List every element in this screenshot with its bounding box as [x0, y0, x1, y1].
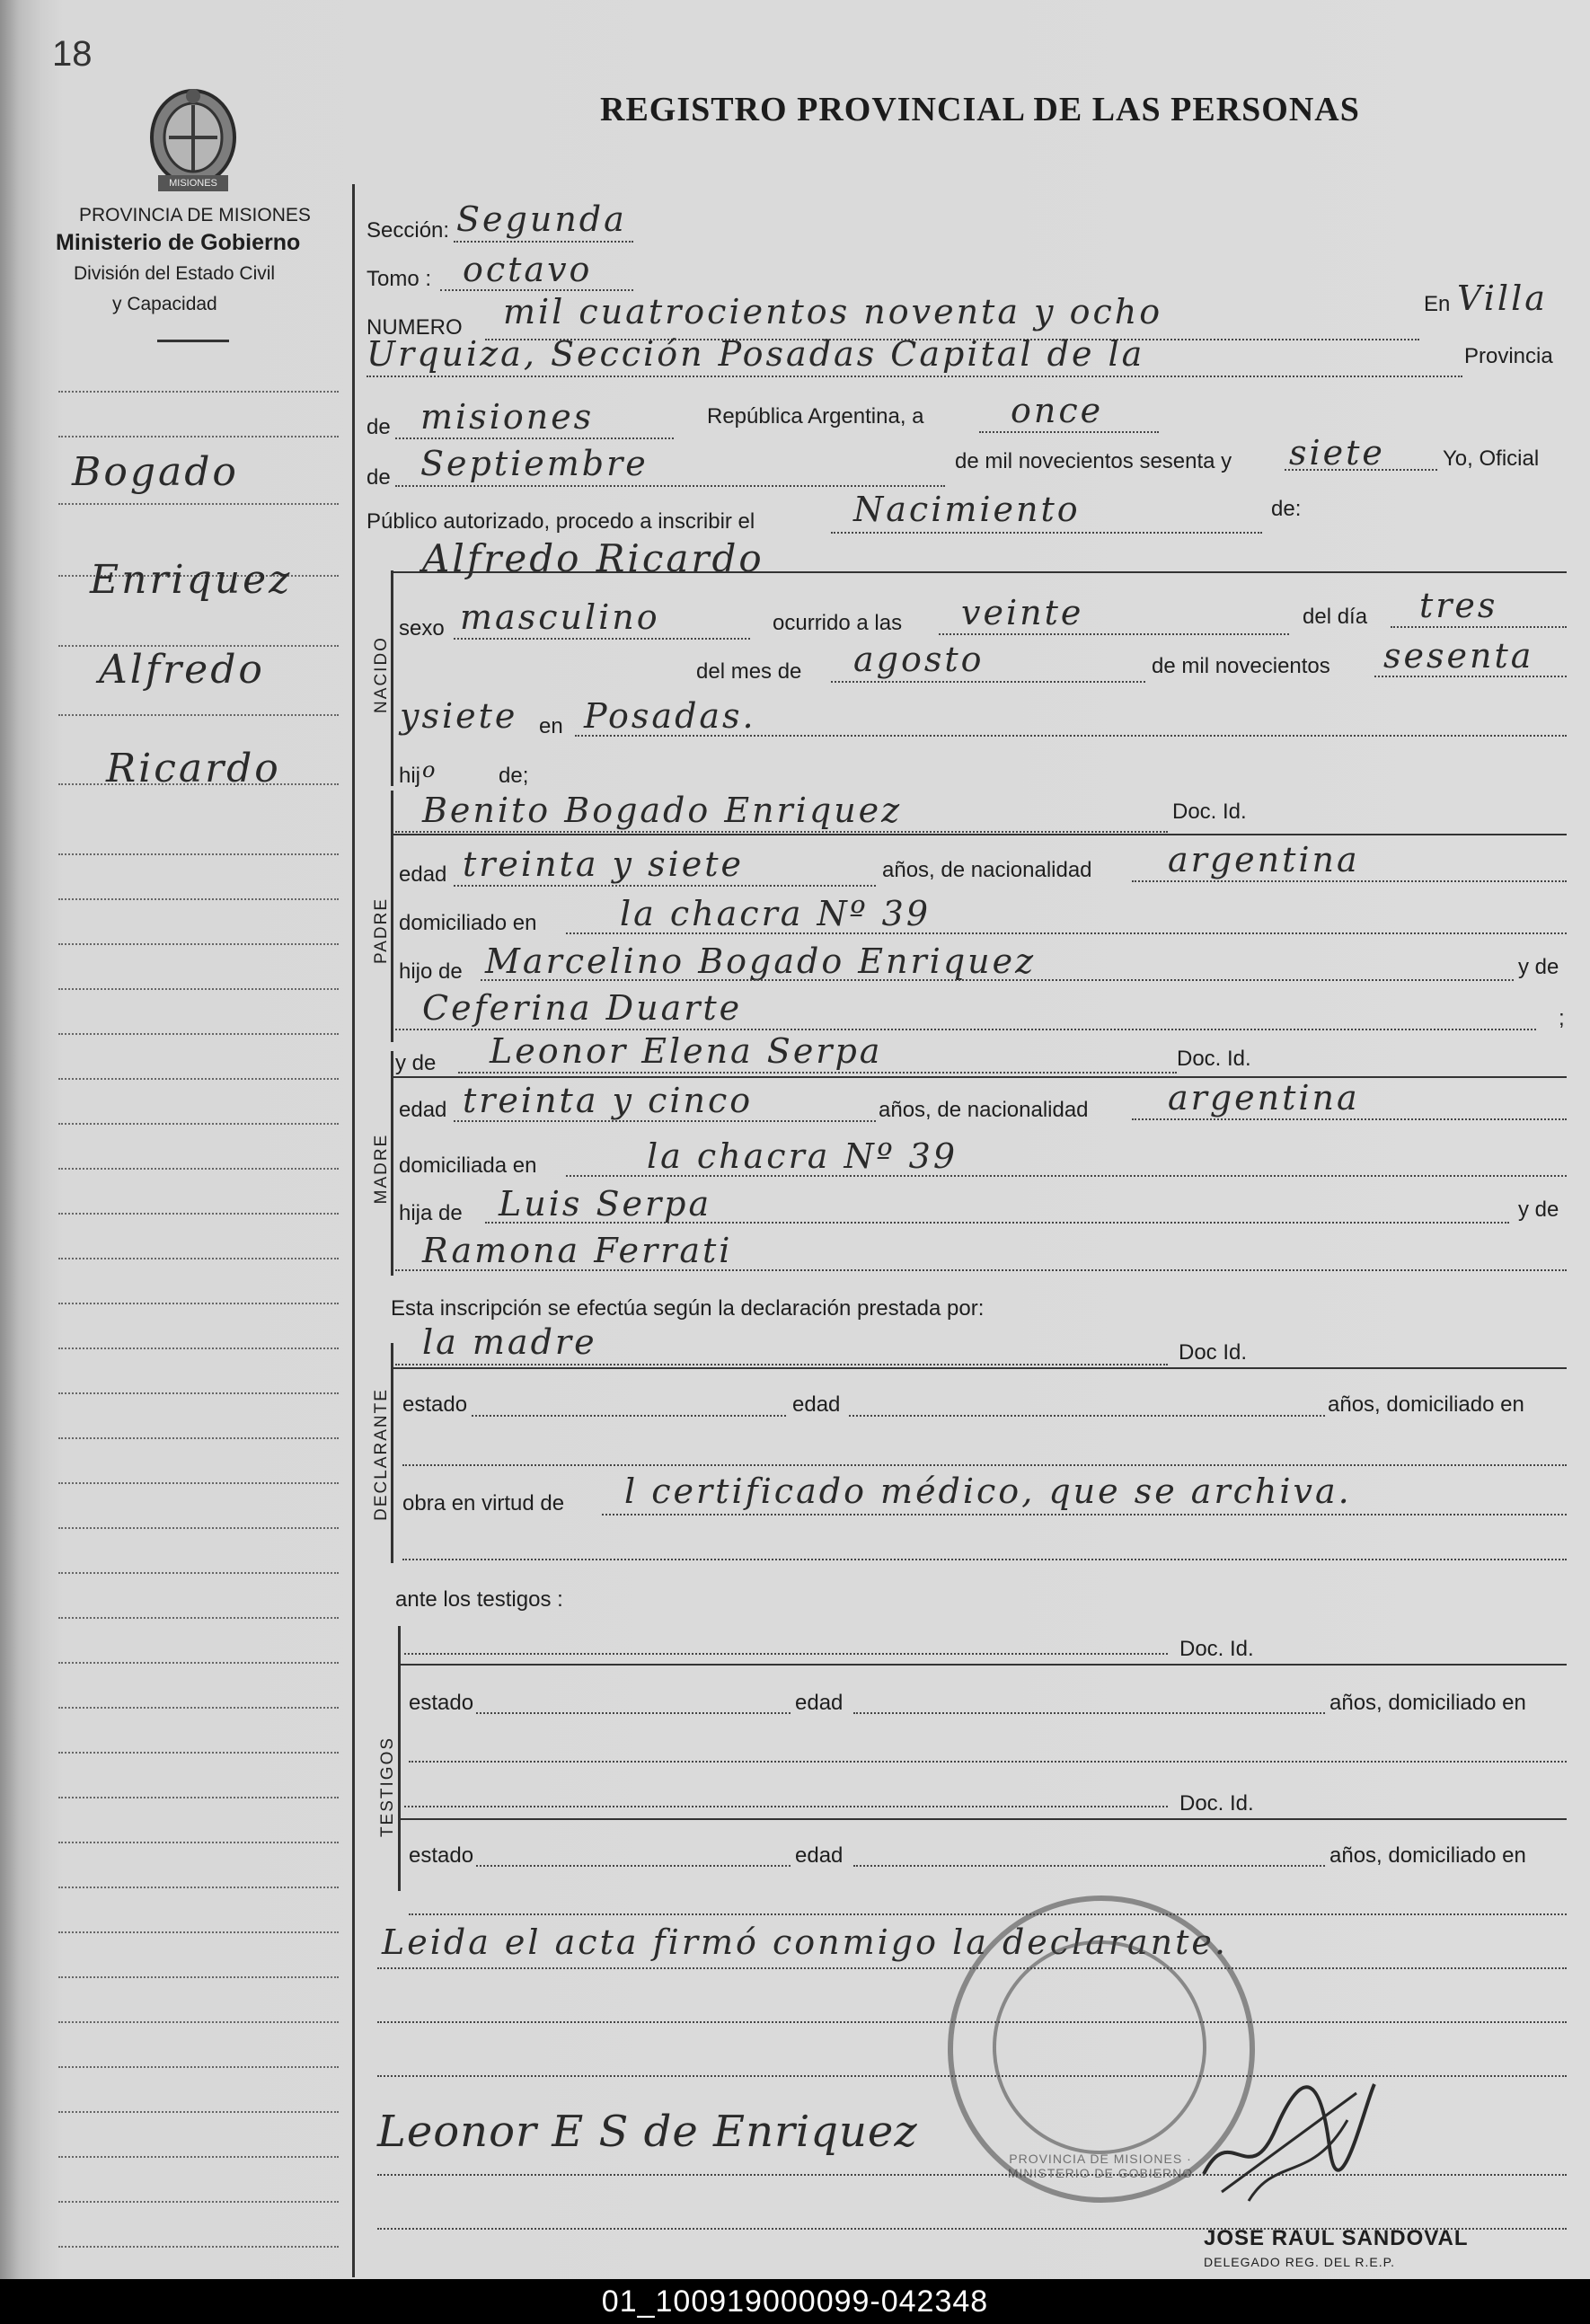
label-esta-inscripcion: Esta inscripción se efectúa según la declaración prestada por:	[391, 1296, 985, 1321]
value-padre-dom: la chacra Nº 39	[620, 894, 932, 933]
value-madre-dom: la chacra Nº 39	[647, 1136, 958, 1176]
section-frame-testigos	[398, 1626, 401, 1891]
header-province: PROVINCIA DE MISIONES	[79, 205, 311, 225]
declarant-signature: Leonor E S de Enriquez	[377, 2107, 918, 2157]
value-madre-hija-de2: Ramona Ferrati	[422, 1231, 733, 1270]
label-seccion: Sección:	[367, 218, 450, 243]
label-estado-testigo2: estado	[409, 1843, 474, 1868]
label-domiciliado-padre: domiciliado en	[399, 911, 537, 935]
value-tomo: octavo	[463, 250, 593, 289]
official-name: JOSE RAUL SANDOVAL	[1204, 2226, 1469, 2250]
label-estado-declarante: estado	[402, 1392, 468, 1417]
value-padre-nac: argentina	[1168, 840, 1360, 879]
label-hija-de: hija de	[399, 1201, 463, 1225]
label-de-colon: de:	[1271, 497, 1302, 521]
label-anos-dom-declarante: años, domiciliado en	[1328, 1392, 1524, 1417]
label-hijo: hij	[399, 764, 421, 788]
label-y-de-padre: y de	[1518, 955, 1559, 979]
section-label-testigos: TESTIGOS	[378, 1736, 397, 1838]
column-divider	[352, 184, 355, 2277]
label-yo-oficial: Yo, Oficial	[1443, 446, 1540, 471]
label-anos-dom-testigo2: años, domiciliado en	[1329, 1843, 1526, 1868]
value-dia-nac: tres	[1419, 586, 1498, 625]
label-edad-testigo2: edad	[795, 1843, 844, 1868]
label-de-semicolon: de;	[499, 764, 529, 788]
label-doc-id-padre: Doc. Id.	[1172, 800, 1247, 824]
value-mes: Septiembre	[420, 444, 649, 483]
value-mes-nac: agosto	[853, 640, 985, 679]
label-edad-testigo1: edad	[795, 1691, 844, 1715]
label-obra: obra en virtud de	[402, 1491, 565, 1515]
value-cierre: Leida el acta firmó conmigo la declarante.	[382, 1922, 1228, 1962]
label-estado-testigo1: estado	[409, 1691, 474, 1715]
value-anio-nac: sesenta	[1383, 636, 1534, 676]
label-de-prov: de	[367, 415, 391, 439]
label-sexo: sexo	[399, 616, 445, 641]
label-anos-nac-madre: años, de nacionalidad	[879, 1098, 1089, 1122]
value-madre-edad: treinta y cinco	[463, 1081, 754, 1120]
value-padre-edad: treinta y siete	[463, 844, 745, 884]
value-seccion: Segunda	[456, 199, 627, 239]
value-hijo-suffix: o	[422, 757, 436, 782]
label-doc-id-madre: Doc. Id.	[1177, 1047, 1251, 1071]
header-division-2: y Capacidad	[112, 294, 217, 314]
value-en-lugar: Villa	[1457, 278, 1548, 318]
page-number: 18	[52, 34, 93, 74]
label-anos-nac-padre: años, de nacionalidad	[882, 858, 1092, 882]
margin-name-4: Ricardo	[106, 746, 281, 791]
label-republica: República Argentina, a	[707, 404, 924, 429]
value-anio-nac2: ysiete	[400, 696, 518, 736]
section-label-declarante: DECLARANTE	[372, 1388, 391, 1521]
label-edad-madre: edad	[399, 1098, 447, 1122]
label-edad-declarante: edad	[792, 1392, 841, 1417]
value-madre-hija-de: Luis Serpa	[499, 1184, 712, 1224]
value-nombre: Alfredo Ricardo	[422, 536, 764, 580]
value-numero: mil cuatrocientos noventa y ocho	[503, 292, 1163, 331]
label-doc-id-testigo2: Doc. Id.	[1179, 1791, 1254, 1816]
label-y-de-madre: y de	[395, 1051, 437, 1075]
value-padre-hijo-de: Marcelino Bogado Enriquez	[485, 941, 1037, 981]
label-del-dia: del día	[1303, 605, 1368, 629]
value-padre-hijo-de2: Ceferina Duarte	[422, 988, 743, 1028]
scan-footer-code: 01_100919000099-042348	[0, 2279, 1590, 2324]
official-role: DELEGADO REG. DEL R.E.P.	[1204, 2255, 1396, 2269]
label-publico: Público autorizado, procedo a inscribir el	[367, 509, 755, 534]
section-label-padre: PADRE	[372, 897, 391, 965]
officer-signature	[1195, 2066, 1383, 2210]
label-del-mes: del mes de	[696, 659, 802, 684]
margin-name-2: Enriquez	[90, 557, 293, 603]
value-tipo: Nacimiento	[853, 490, 1081, 529]
label-ante: ante los testigos :	[395, 1587, 563, 1612]
value-declarante: la madre	[422, 1322, 597, 1362]
header-ministry: Ministerio de Gobierno	[56, 230, 301, 255]
value-padre-nombre: Benito Bogado Enriquez	[422, 791, 903, 830]
label-tomo: Tomo :	[367, 267, 432, 291]
label-edad-padre: edad	[399, 862, 447, 887]
header-division-1: División del Estado Civil	[74, 263, 276, 284]
label-doc-id-declarante: Doc Id.	[1179, 1340, 1248, 1365]
value-hora: veinte	[961, 593, 1084, 632]
seal-label: MISIONES	[169, 178, 217, 189]
stamp-text: PROVINCIA DE MISIONES · MINISTERIO DE GOBIERNO	[1007, 2152, 1194, 2180]
label-en: En	[1424, 292, 1451, 316]
label-de-mil: de mil novecientos sesenta y	[955, 449, 1232, 473]
label-anos-dom-testigo1: años, domiciliado en	[1329, 1691, 1526, 1715]
value-provincia: misiones	[420, 397, 595, 437]
value-dia: once	[1011, 391, 1104, 430]
document-title: REGISTRO PROVINCIAL DE LAS PERSONAS	[600, 91, 1360, 128]
label-hijo-de: hijo de	[399, 959, 463, 984]
value-lugar2: Urquiza, Sección Posadas Capital de la	[367, 334, 1145, 374]
value-lugar-nac: Posadas.	[584, 696, 756, 736]
label-en-lugar: en	[539, 714, 563, 738]
value-madre-nombre: Leonor Elena Serpa	[490, 1031, 883, 1071]
label-de-mil-nov: de mil novecientos	[1152, 654, 1330, 678]
section-label-madre: MADRE	[372, 1133, 391, 1205]
section-label-nacido: NACIDO	[372, 636, 391, 713]
label-provincia: Provincia	[1464, 344, 1553, 368]
label-de-mes: de	[367, 465, 391, 490]
value-obra: l certificado médico, que se archiva.	[624, 1471, 1352, 1511]
margin-name-3: Alfredo	[99, 647, 265, 693]
coat-of-arms-seal	[142, 85, 245, 198]
label-semicolon: ;	[1559, 1006, 1565, 1030]
label-domiciliada: domiciliada en	[399, 1153, 537, 1178]
value-sexo: masculino	[460, 597, 660, 637]
header-divider	[157, 340, 229, 342]
label-ocurrido: ocurrido a las	[773, 611, 903, 635]
label-doc-id-testigo1: Doc. Id.	[1179, 1637, 1254, 1661]
value-anio: siete	[1289, 433, 1385, 473]
label-numero: NUMERO	[367, 315, 463, 340]
value-madre-nac: argentina	[1168, 1078, 1360, 1118]
margin-name-1: Bogado	[72, 449, 239, 495]
official-stamp-inner	[993, 1940, 1206, 2154]
label-y-de-madre2: y de	[1518, 1197, 1559, 1222]
